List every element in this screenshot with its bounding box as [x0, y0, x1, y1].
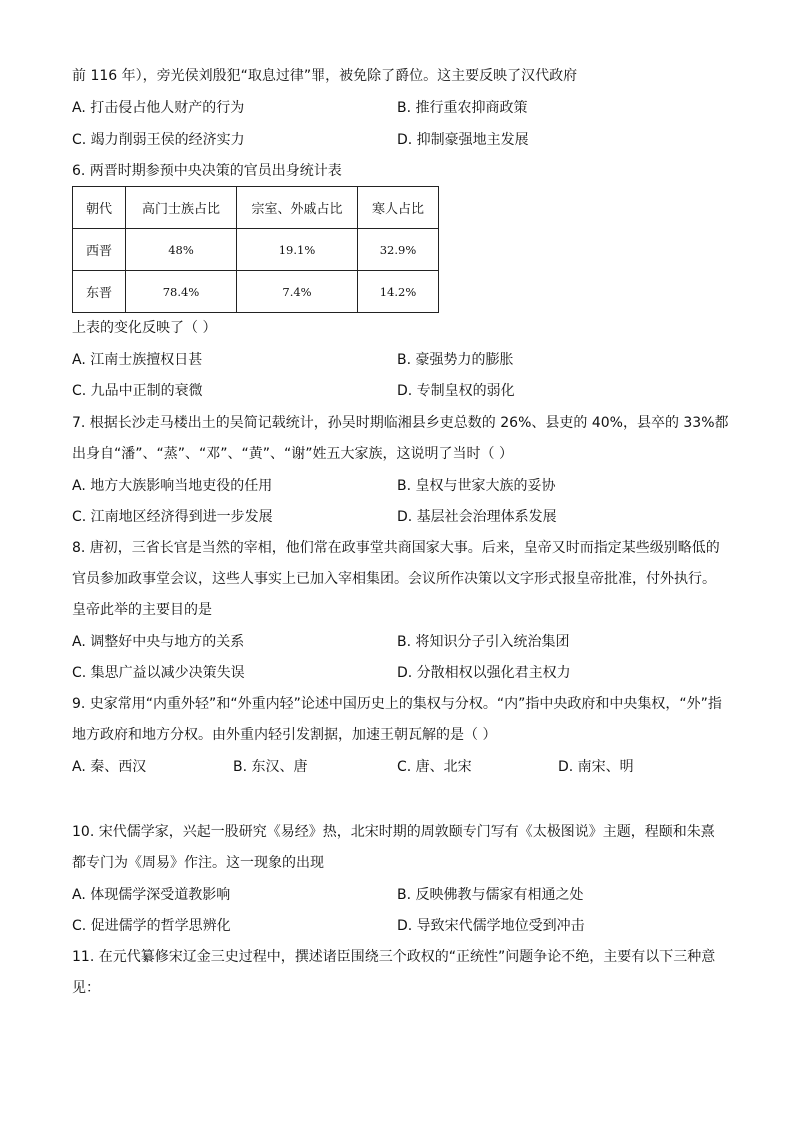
q10-stem-line-1: 10. 宋代儒学家，兴起一股研究《易经》热，北宋时期的周敦颐专门写有《太极图说》主题，程颐和朱熹 [72, 824, 715, 840]
q9-option-d: D. 南宋、明 [558, 759, 634, 775]
q9-option-b: B. 东汉、唐 [233, 759, 308, 775]
q9-stem-line-2: 地方政府和地方分权。由外重内轻引发割据，加速王朝瓦解的是（ ） [72, 727, 497, 743]
q6-option-a: A. 江南士族擅权日甚 [72, 352, 203, 368]
table-cell: 东晋 [73, 271, 126, 313]
q10-option-b: B. 反映佛教与儒家有相通之处 [397, 887, 584, 903]
q8-stem-line-2: 官员参加政事堂会议，这些人事实上已加入宰相集团。会议所作决策以文字形式报皇帝批准，付外执行。 [72, 571, 716, 587]
q5-option-b: B. 推行重农抑商政策 [397, 100, 528, 116]
q10-option-c: C. 促进儒学的哲学思辨化 [72, 918, 231, 934]
q5-option-d: D. 抑制豪强地主发展 [397, 132, 529, 148]
q6-question: 上表的变化反映了（ ） [72, 320, 217, 336]
q7-option-b: B. 皇权与世家大族的妥协 [397, 478, 556, 494]
table-header-row [73, 187, 439, 229]
q7-option-d: D. 基层社会治理体系发展 [397, 509, 557, 525]
q8-stem-line-3: 皇帝此举的主要目的是 [72, 602, 212, 618]
q8-option-b: B. 将知识分子引入统治集团 [397, 634, 570, 650]
table-row [73, 229, 439, 271]
q9-option-c: C. 唐、北宋 [397, 759, 472, 775]
table-header-cell: 朝代 [73, 187, 126, 229]
q9-option-a: A. 秦、西汉 [72, 759, 147, 775]
table-cell: 14.2% [358, 271, 439, 313]
q8-stem-line-1: 8. 唐初，三省长官是当然的宰相，他们常在政事堂共商国家大事。后来，皇帝又时而指定某些级别略低的 [72, 540, 720, 556]
table-cell: 西晋 [73, 229, 126, 271]
table-cell: 19.1% [237, 229, 358, 271]
table-cell: 32.9% [358, 229, 439, 271]
q10-stem-line-2: 都专门为《周易》作注。这一现象的出现 [72, 855, 324, 871]
q10-option-a: A. 体现儒学深受道教影响 [72, 887, 231, 903]
table-row [73, 271, 439, 313]
q8-option-c: C. 集思广益以减少决策失误 [72, 665, 245, 681]
q7-option-c: C. 江南地区经济得到进一步发展 [72, 509, 273, 525]
q5-option-a: A. 打击侵占他人财产的行为 [72, 100, 245, 116]
table-header-cell: 寒人占比 [358, 187, 439, 229]
q8-option-d: D. 分散相权以强化君主权力 [397, 665, 571, 681]
q10-option-d: D. 导致宋代儒学地位受到冲击 [397, 918, 585, 934]
q6-option-b: B. 豪强势力的膨胀 [397, 352, 514, 368]
q7-option-a: A. 地方大族影响当地吏役的任用 [72, 478, 273, 494]
table-cell: 78.4% [126, 271, 237, 313]
table-cell: 48% [126, 229, 237, 271]
q11-stem-line-2: 见： [72, 980, 100, 996]
q8-option-a: A. 调整好中央与地方的关系 [72, 634, 245, 650]
q6-option-d: D. 专制皇权的弱化 [397, 383, 515, 399]
q11-stem-line-1: 11. 在元代纂修宋辽金三史过程中，撰述诸臣围绕三个政权的“正统性”问题争论不绝，主要有以下三种意 [72, 949, 716, 965]
q6-stem: 6. 两晋时期参预中央决策的官员出身统计表 [72, 163, 342, 179]
table-header-cell: 高门士族占比 [126, 187, 237, 229]
q5-option-c: C. 竭力削弱王侯的经济实力 [72, 132, 245, 148]
table-cell: 7.4% [237, 271, 358, 313]
q9-stem-line-1: 9. 史家常用“内重外轻”和“外重内轻”论述中国历史上的集权与分权。“内”指中央政府和中央集权，“外”指 [72, 696, 722, 712]
q7-stem-line-2: 出身自“潘”、“蒸”、“邓”、“黄”、“谢”姓五大家族，这说明了当时（ ） [72, 446, 513, 462]
q5-stem-tail: 前 116 年），旁光侯刘殷犯“取息过律”罪，被免除了爵位。这主要反映了汉代政府 [72, 68, 578, 84]
q6-statistics-table [72, 186, 439, 313]
q6-option-c: C. 九品中正制的衰微 [72, 383, 203, 399]
table-header-cell: 宗室、外戚占比 [237, 187, 358, 229]
q7-stem-line-1: 7. 根据长沙走马楼出土的吴简记载统计，孙吴时期临湘县乡吏总数的 26%、县吏的 40%，县卒的 33%都 [72, 415, 729, 431]
